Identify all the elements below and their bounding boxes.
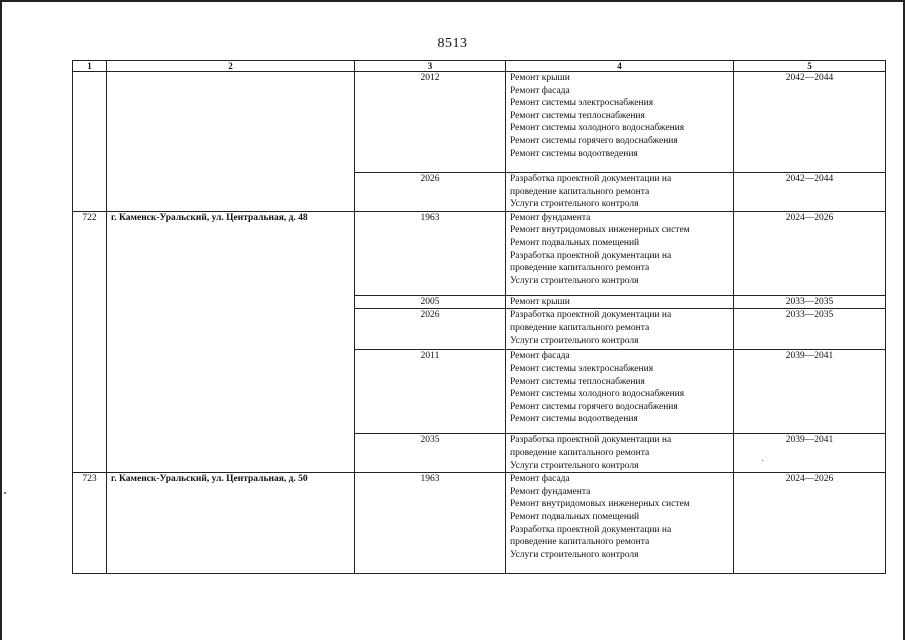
work-item: Услуги строительного контроля — [510, 335, 639, 346]
scan-speck — [762, 460, 763, 461]
scan-border-top — [0, 0, 905, 2]
year-cell: 1963 — [355, 211, 506, 295]
table-row — [73, 211, 886, 295]
table-row — [73, 309, 886, 350]
work-item: Разработка проектной документации на — [510, 524, 672, 535]
works-cell — [506, 434, 734, 473]
period-cell: 2039—2041 — [734, 350, 886, 434]
works-cell — [506, 295, 734, 309]
works-cell — [506, 72, 734, 173]
period-cell: 2033—2035 — [734, 295, 886, 309]
work-item: Ремонт фундамента — [510, 486, 591, 497]
row-number-cell — [73, 434, 107, 473]
row-number-cell — [73, 72, 107, 173]
address-cell — [107, 173, 355, 212]
scan-speck — [4, 492, 6, 494]
year-cell: 2005 — [355, 295, 506, 309]
table-row — [73, 434, 886, 473]
work-item: проведение капитального ремонта — [510, 263, 650, 274]
work-item: Ремонт системы горячего водоснабжения — [510, 401, 678, 412]
work-item: Ремонт системы холодного водоснабжения — [510, 123, 685, 134]
work-item: Ремонт внутридомовых инженерных систем — [510, 225, 690, 236]
works-cell — [506, 350, 734, 434]
address-cell — [107, 350, 355, 434]
row-number-cell: 722 — [73, 211, 107, 295]
period-cell: 2039—2041 — [734, 434, 886, 473]
work-item: Ремонт фундамента — [510, 212, 591, 223]
table-body — [73, 72, 886, 574]
work-item: Разработка проектной документации на — [510, 310, 672, 321]
column-header-year: 3 — [355, 61, 506, 72]
work-item: Ремонт крыши — [510, 296, 570, 307]
row-number-cell: 723 — [73, 473, 107, 574]
work-item: Ремонт подвальных помещений — [510, 237, 640, 248]
column-header-works: 4 — [506, 61, 734, 72]
period-cell: 2042—2044 — [734, 72, 886, 173]
work-item: Услуги строительного контроля — [510, 199, 639, 210]
works-cell — [506, 473, 734, 574]
year-cell: 2035 — [355, 434, 506, 473]
table-row — [73, 350, 886, 434]
row-number-cell — [73, 173, 107, 212]
table-row — [73, 173, 886, 212]
works-cell — [506, 173, 734, 212]
column-header-period: 5 — [734, 61, 886, 72]
work-item: проведение капитального ремонта — [510, 537, 650, 548]
work-item: Разработка проектной документации на — [510, 174, 672, 184]
address-cell — [107, 309, 355, 350]
table-row — [73, 72, 886, 173]
row-number-cell — [73, 350, 107, 434]
column-header-address: 2 — [107, 61, 355, 72]
year-cell: 1963 — [355, 473, 506, 574]
address-cell — [107, 295, 355, 309]
address-cell: г. Каменск-Уральский, ул. Центральная, д. 50 — [107, 473, 355, 574]
work-item: Ремонт подвальных помещений — [510, 511, 640, 522]
year-cell: 2012 — [355, 72, 506, 173]
work-item: Ремонт системы горячего водоснабжения — [510, 135, 678, 146]
work-item: проведение капитального ремонта — [510, 447, 650, 458]
row-number-cell — [73, 309, 107, 350]
work-item: Услуги строительного контроля — [510, 460, 639, 471]
table-header-row — [73, 61, 886, 72]
column-header-number: 1 — [73, 61, 107, 72]
table-row — [73, 295, 886, 309]
page-number: 8513 — [437, 36, 468, 51]
address-cell — [107, 72, 355, 173]
table-row — [73, 473, 886, 574]
capital-repair-table — [72, 60, 886, 574]
period-cell: 2033—2035 — [734, 309, 886, 350]
row-number-cell — [73, 295, 107, 309]
work-item: Ремонт системы холодного водоснабжения — [510, 389, 685, 400]
work-item: Ремонт системы теплоснабжения — [510, 110, 645, 121]
work-item: Ремонт системы электроснабжения — [510, 363, 654, 374]
work-item: Услуги строительного контроля — [510, 549, 639, 560]
work-item: Разработка проектной документации на — [510, 250, 672, 261]
work-item: Ремонт фасада — [510, 474, 570, 485]
work-item: Услуги строительного контроля — [510, 275, 639, 286]
work-item: Ремонт системы водоотведения — [510, 414, 638, 425]
work-item: проведение капитального ремонта — [510, 186, 650, 197]
work-item: Ремонт крыши — [510, 73, 570, 83]
work-item: Ремонт системы электроснабжения — [510, 98, 654, 109]
address-cell: г. Каменск-Уральский, ул. Центральная, д. 48 — [107, 211, 355, 295]
scan-border-left — [0, 0, 2, 640]
work-item: Ремонт внутридомовых инженерных систем — [510, 499, 690, 510]
year-cell: 2026 — [355, 309, 506, 350]
period-cell: 2024—2026 — [734, 211, 886, 295]
work-item: Ремонт фасада — [510, 351, 570, 362]
work-item: Разработка проектной документации на — [510, 435, 672, 446]
works-cell — [506, 211, 734, 295]
work-item: Ремонт фасада — [510, 85, 570, 96]
works-cell — [506, 309, 734, 350]
address-cell — [107, 434, 355, 473]
work-item: проведение капитального ремонта — [510, 322, 650, 333]
work-item: Ремонт системы теплоснабжения — [510, 376, 645, 387]
period-cell: 2024—2026 — [734, 473, 886, 574]
work-item: Ремонт системы водоотведения — [510, 148, 638, 159]
period-cell: 2042—2044 — [734, 173, 886, 212]
year-cell: 2026 — [355, 173, 506, 212]
year-cell: 2011 — [355, 350, 506, 434]
